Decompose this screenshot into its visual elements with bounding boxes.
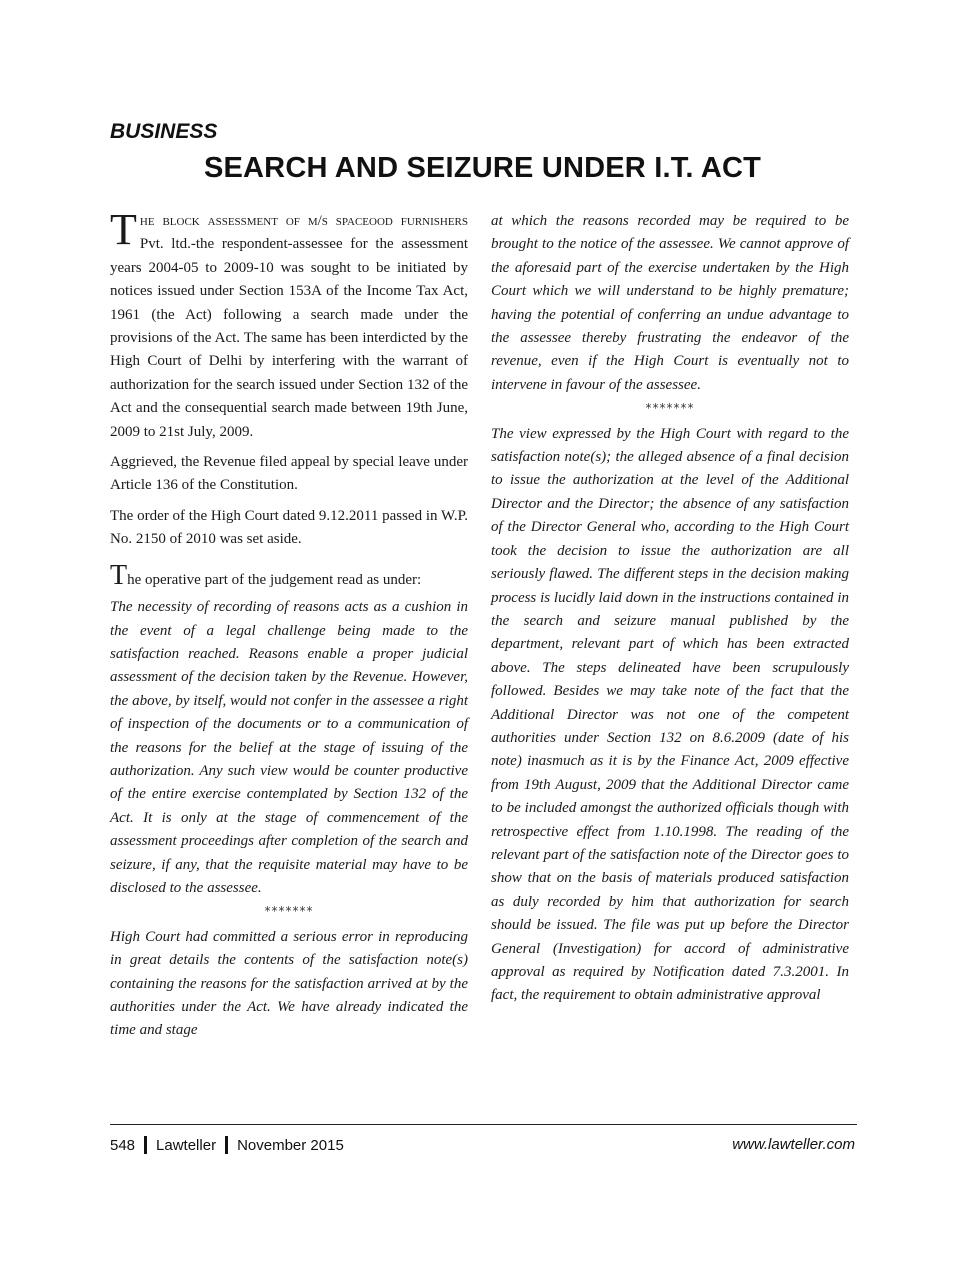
quote-paragraph-2: High Court had committed a serious error in reproducing in great details the contents of the satisfaction note(s) containing the reasons for the satisfaction arrived at by the authorities under the Act. We have already indicated the time and stage: [110, 928, 468, 1039]
footer-separator: [225, 1136, 228, 1154]
publication-name: Lawteller: [156, 1136, 217, 1154]
article-title: SEARCH AND SEIZURE UNDER I.T. ACT: [203, 152, 762, 184]
operative-drop-cap: T: [110, 559, 128, 591]
footer-divider: [110, 1124, 857, 1125]
paragraph-appeal: Aggrieved, the Revenue filed appeal by special leave under Article 136 of the Constitution.: [110, 454, 468, 494]
intro-paragraph: [110, 205, 468, 444]
issue-date: November 2015: [237, 1136, 344, 1154]
quote-paragraph-1: The necessity of recording of reasons acts as a cushion in the event of a legal challenge being made to the satisfaction reached. Reasons enable a proper judicial assessment of the decision taken by the Revenue. However, the above, by itself, would not confer in the assessee a right of inspection of the documents or to a communication of the reasons for the belief at the stage of issuing of the authorization. Any such view would be counter productive of the entire exercise contemplated by Section 132 of the Act. It is only at the stage of commencement of the assessment proceedings after completion of the search and seizure, if any, that the requisite material may have to be disclosed to the assessee.: [110, 599, 468, 896]
page-number: 548: [110, 1136, 136, 1154]
paragraph-order: The order of the High Court dated 9.12.2011 passed in W.P. No. 2150 of 2010 was set aside.: [110, 507, 468, 548]
quote-paragraph-2-continued: at which the reasons recorded may be required to be brought to the notice of the assessee. We cannot approve of the aforesaid part of the exercise undertaken by the High Court which we will understand to be highly premature; having the potential of conferring an undue advantage to the assessee thereby frustrating the endeavor of the revenue, even if the High Court is eventually not to intervene in favour of the assessee.: [491, 213, 849, 393]
quote-paragraph-3: The view expressed by the High Court with regard to the satisfaction note(s); the alleged absence of a final decision to issue the authorization at the level of the Additional Director and the Director; the absence of any satisfaction of the Director General who, according to the High Court took the decision to issue the authorization are all seriously flawed. The different steps in the decision making process is lucidly laid down in the instructions contained in the search and seizure manual published by the department, relevant part of which has been extracted above. The steps delineated have been scrupulously followed. Besides we may take note of the fact that the Additional Director was not one of the competent authorities under Section 132 on 8.6.2009 (date of his note) inasmuch as it is by the Finance Act, 2009 effective from 19th August, 2009 that the Additional Director came to be included amongst the authorized officials though with retrospective effect from 1.10.1998. The reading of the relevant part of the satisfaction note of the Director goes to show that on the basis of materials produced satisfaction as duly recorded by him that authorization for search should be issued. The file was put up before the Director General (Investigation) for accord of administrative approval as required by Notification dated 7.3.2001. In fact, the requirement to obtain administrative approval: [491, 425, 849, 1004]
operative-intro: [110, 559, 468, 592]
left-column: [110, 205, 468, 1043]
intro-text: Pvt. ltd.-the respondent-assessee for the assessment years 2004-05 to 2009-10 was sought to be initiated by notices issued under Section 153A of the Income Tax Act, 1961 (the Act) following a search made under the provisions of the Act. The same has been interdicted by the High Court of Delhi by interfering with the warrant of authorization for the search issued under Section 132 of the Act and the consequential search made between 19th June, 2009 to 21st July, 2009.: [110, 236, 468, 440]
drop-cap: T: [110, 205, 137, 254]
section-separator: *******: [264, 904, 314, 919]
section-label: BUSINESS: [110, 120, 218, 143]
website-link[interactable]: www.lawteller.com: [732, 1136, 855, 1153]
section-separator: *******: [645, 401, 695, 416]
intro-smallcaps: he block assessment of m/s spaceood furnishers: [139, 213, 468, 229]
right-column: [491, 210, 849, 1008]
footer-separator: [144, 1136, 147, 1154]
operative-text: he operative part of the judgement read as under:: [127, 571, 422, 588]
